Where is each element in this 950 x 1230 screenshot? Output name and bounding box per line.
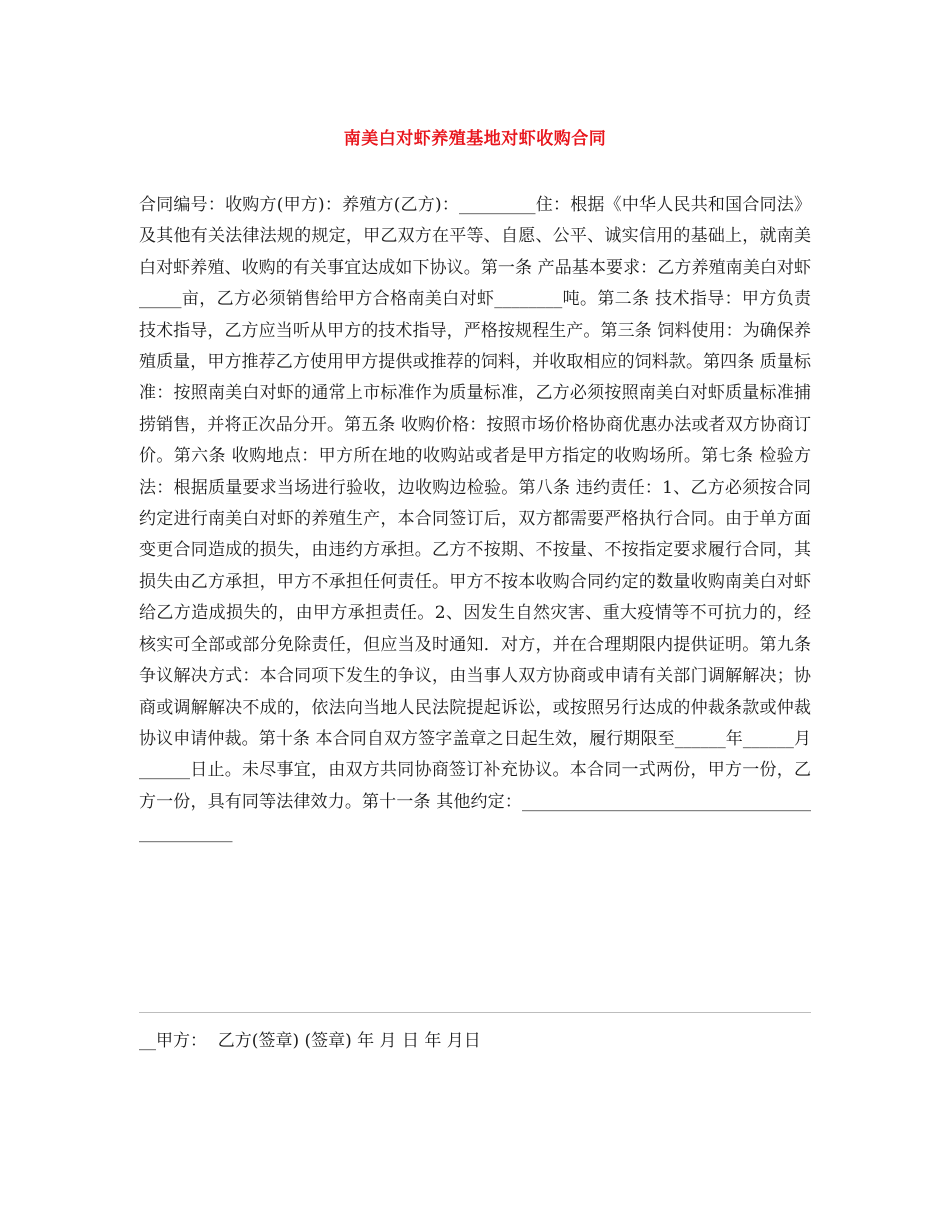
divider-line <box>139 1012 811 1013</box>
signature-line: __甲方： 乙方(签章) (签章) 年 月 日 年 月日 <box>139 1031 481 1051</box>
document-title: 南美白对虾养殖基地对虾收购合同 <box>343 129 607 149</box>
contract-body: 合同编号：收购方(甲方)：养殖方(乙方)：_________住：根据《中华人民共和国合同法》及其他有关法律法规的规定，甲乙双方在平等、自愿、公平、诚实信用的基础上，就南美白对虾养殖、收购的有关事宜达成如下协议。第一条 产品基本要求：乙方养殖南美白对虾_____亩，乙方必须销售给甲方合格南美白对虾________吨。第二条 技术指导：甲方负责技术指导，乙方应当听从甲方的技术指导，严格按规程生产。第三条 饲料使用：为确保养殖质量，甲方推荐乙方使用甲方提供或推荐的饲料，并收取相应的饲料款。第四条 质量标准：按照南美白对虾的通常上市标准作为质量标准，乙方必须按照南美白对虾质量标准捕捞销售，并将正次品分开。第五条 收购价格：按照市场价格协商优惠办法或者双方协商订价。第六条 收购地点：甲方所在地的收购站或者是甲方指定的收购场所。第七条 检验方法：根据质量要求当场进行验收，边收购边检验。第八条 违约责任：1、乙方必须按合同约定进行南美白对虾的养殖生产，本合同签订后，双方都需要严格执行合同。由于单方面变更合同造成的损失，由违约方承担。乙方不按期、不按量、不按指定要求履行合同，其损失由乙方承担，甲方不承担任何责任。甲方不按本收购合同约定的数量收购南美白对虾给乙方造成损失的，由甲方承担责任。2、因发生自然灾害、重大疫情等不可抗力的，经核实可全部或部分免除责任，但应当及时通知．对方，并在合理期限内提供证明。第九条 争议解决方式：本合同项下发生的争议，由当事人双方协商或申请有关部门调解解决；协商或调解解决不成的，依法向当地人民法院提起诉讼，或按照另行达成的仲裁条款或仲裁协议申请仲裁。第十条 本合同自双方签字盖章之日起生效，履行期限至______年______月______日止。未尽事宜，由双方共同协商签订补充协议。本合同一式两份，甲方一份，乙方一份，具有同等法律效力。第十一条 其他约定：_____________________________________________ <box>139 195 811 844</box>
